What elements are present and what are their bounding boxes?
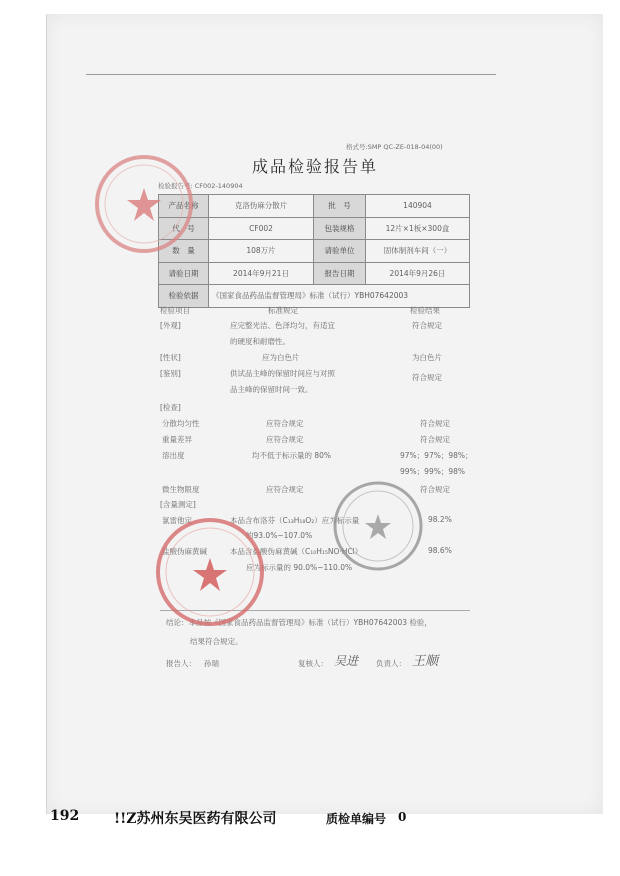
qc-number: 0 [398, 810, 407, 824]
reporter-name: 孙瑞 [204, 659, 219, 668]
appearance-result: 符合规定 [412, 321, 442, 330]
qc-number-label: 质检单编号 [326, 812, 387, 826]
dissolution-result-1: 97%；97%；98%； [400, 451, 473, 460]
table-row [159, 217, 470, 240]
identification-standard-1: 供试品主峰的保留时间应与对照 [230, 369, 335, 378]
weight-diff-result: 符合规定 [420, 435, 450, 444]
red-company-seal-lower [152, 514, 268, 630]
batch-value: 140904 [366, 195, 470, 218]
identification-heading: [鉴别] [160, 369, 181, 378]
identification-result: 符合规定 [412, 373, 442, 382]
package-label: 包装规格 [314, 217, 366, 240]
chlor-standard-1: 本品含布洛芬（C₁₃H₁₈O₂）应为标示量 [230, 516, 360, 525]
table-row [159, 285, 470, 308]
assay-heading: [含量测定] [160, 500, 196, 509]
product-name-value: 克洛伪麻分散片 [209, 195, 314, 218]
batch-label: 批 号 [314, 195, 366, 218]
report-date-value: 2014年9月26日 [366, 262, 470, 285]
company-name: !!Z苏州东吴医药有限公司 [114, 811, 277, 827]
weight-diff-standard: 应符合规定 [266, 435, 304, 444]
reviewer-signature: 吴进 [334, 654, 359, 668]
check-heading: [检查] [160, 403, 181, 412]
info-table [158, 194, 470, 308]
column-item: 检验项目 [160, 306, 190, 315]
conclusion-line-1: 结论：本品按《国家食品药品监督管理局》标准（试行）YBH07642003 检验， [166, 618, 432, 627]
appearance-heading: [外观] [160, 321, 181, 330]
reviewer-label: 复核人： [298, 659, 328, 668]
gray-inspection-seal [330, 478, 426, 574]
code-value: CF002 [209, 217, 314, 240]
dispersion-standard: 应符合规定 [266, 419, 304, 428]
quantity-label: 数 量 [159, 240, 209, 263]
responsible-label: 负责人： [376, 659, 406, 668]
column-result: 检验结果 [410, 306, 440, 315]
form-number: 格式号:SMP QC-ZE-018-04(00) [346, 143, 443, 151]
pseudo-result: 98.6% [428, 546, 452, 555]
table-row [159, 262, 470, 285]
requesting-unit-value: 固体制剂车间（一） [366, 240, 470, 263]
appearance-standard-1: 应完整光洁、色泽均匀，有适宜 [230, 321, 335, 330]
pseudo-standard-2: 应为标示量的 90.0%~110.0% [246, 563, 353, 572]
basis-label: 检验依据 [159, 285, 209, 308]
microbial-label: 微生物限度 [162, 485, 200, 494]
dispersion-label: 分散均匀性 [162, 419, 200, 428]
character-standard: 应为白色片 [262, 353, 300, 362]
pseudo-label: 盐酸伪麻黄碱 [162, 547, 207, 556]
quantity-value: 108万片 [209, 240, 314, 263]
chlor-standard-2: 的93.0%~107.0% [246, 531, 313, 540]
basis-value: 《国家食品药品监督管理局》标准（试行）YBH07642003 [209, 285, 470, 308]
chlor-label: 氯雷他定 [162, 516, 192, 525]
package-value: 12片×1板×300盒 [366, 217, 470, 240]
conclusion-line-2: 结果符合规定。 [190, 637, 243, 646]
microbial-standard: 应符合规定 [266, 485, 304, 494]
product-name-label: 产品名称 [159, 195, 209, 218]
weight-diff-label: 重量差异 [162, 435, 192, 444]
character-heading: [性状] [160, 353, 181, 362]
dissolution-result-2: 99%；99%；98% [400, 467, 466, 476]
top-rule [86, 74, 496, 75]
page-number: 192 [50, 808, 80, 824]
red-company-seal-upper [92, 152, 196, 256]
request-date-value: 2014年9月21日 [209, 262, 314, 285]
identification-standard-2: 品主峰的保留时间一致。 [230, 385, 313, 394]
request-date-label: 请验日期 [159, 262, 209, 285]
code-label: 代 号 [159, 217, 209, 240]
table-row [159, 195, 470, 218]
appearance-standard-2: 的硬度和耐磨性。 [230, 337, 290, 346]
reporter-label: 报告人： [166, 659, 196, 668]
page-title: 成品检验报告单 [252, 157, 379, 176]
column-standard: 标准规定 [268, 306, 298, 315]
report-number: 检验报告号: CF002-140904 [158, 182, 243, 190]
microbial-result: 符合规定 [420, 485, 450, 494]
dispersion-result: 符合规定 [420, 419, 450, 428]
chlor-result: 98.2% [428, 515, 452, 524]
report-sheet [46, 14, 603, 814]
character-result: 为白色片 [412, 353, 442, 362]
responsible-signature: 王顺 [412, 654, 439, 669]
requesting-unit-label: 请验单位 [314, 240, 366, 263]
dissolution-label: 溶出度 [162, 451, 185, 460]
table-row [159, 240, 470, 263]
pseudo-standard-1: 本品含盐酸伪麻黄碱（C₁₀H₁₅NO·HCl） [230, 547, 363, 556]
report-date-label: 报告日期 [314, 262, 366, 285]
dissolution-standard: 均不低于标示量的 80% [252, 451, 332, 460]
